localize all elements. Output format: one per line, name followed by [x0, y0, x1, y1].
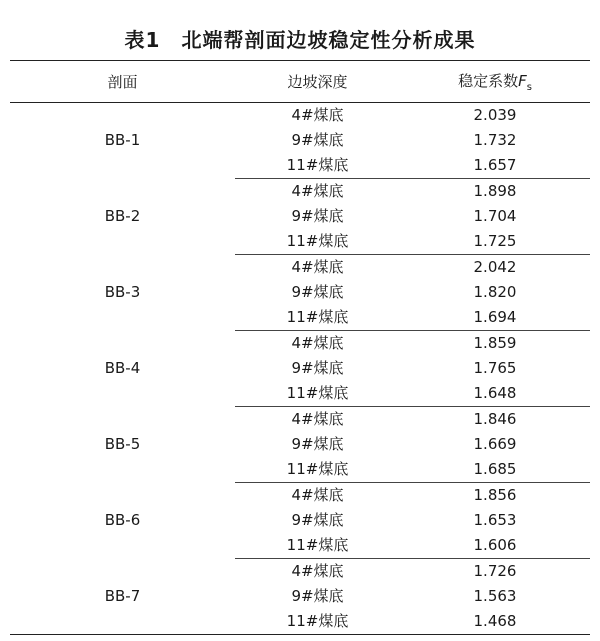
section-cell: BB-7: [10, 559, 235, 635]
table-row: [10, 331, 590, 357]
table-row: [10, 255, 590, 281]
depth-cell: 11#煤底: [235, 533, 400, 559]
depth-cell: 4#煤底: [291, 486, 344, 504]
header-row: [10, 61, 590, 103]
factor-cell: 1.653: [473, 511, 517, 529]
factor-cell: 2.039: [473, 106, 517, 124]
factor-cell: 2.042: [473, 258, 517, 276]
stability-table: [10, 60, 590, 635]
depth-cell: 9#煤底: [291, 283, 344, 301]
factor-cell: 1.859: [473, 334, 517, 352]
table-row: [10, 559, 590, 585]
factor-cell: 1.725: [400, 229, 590, 255]
depth-cell: 11#煤底: [235, 305, 400, 331]
header-depth: 边坡深度: [235, 61, 400, 103]
table-title: 表1 北端帮剖面边坡稳定性分析成果: [124, 28, 476, 52]
factor-cell: 1.657: [400, 153, 590, 179]
factor-cell: 1.694: [400, 305, 590, 331]
header-factor-prefix: 稳定系数: [458, 72, 519, 90]
depth-cell: 4#煤底: [291, 182, 344, 200]
table-body: [10, 103, 590, 635]
depth-cell: 4#煤底: [291, 562, 344, 580]
factor-cell: 1.704: [473, 207, 517, 225]
factor-cell: 1.648: [400, 381, 590, 407]
table-row: [10, 483, 590, 509]
factor-cell: 1.669: [473, 435, 517, 453]
section-cell: BB-4: [104, 359, 141, 377]
depth-cell: 4#煤底: [291, 258, 344, 276]
table-row: [10, 407, 590, 433]
table-row: [10, 103, 590, 129]
factor-cell: 1.856: [473, 486, 517, 504]
factor-cell: 1.846: [473, 410, 517, 428]
factor-cell: 1.726: [473, 562, 517, 580]
header-factor-sub: s: [526, 82, 532, 93]
depth-cell: 4#煤底: [291, 334, 344, 352]
table-row: [10, 179, 590, 205]
depth-cell: 9#煤底: [291, 207, 344, 225]
depth-cell: 9#煤底: [291, 587, 344, 605]
header-factor: [400, 61, 590, 103]
depth-cell: 9#煤底: [291, 131, 344, 149]
depth-cell: 11#煤底: [235, 381, 400, 407]
section-cell: BB-6: [104, 511, 141, 529]
factor-cell: 1.732: [473, 131, 517, 149]
section-cell: BB-3: [104, 283, 141, 301]
depth-cell: 4#煤底: [291, 106, 344, 124]
depth-cell: 11#煤底: [235, 229, 400, 255]
depth-cell: 9#煤底: [291, 435, 344, 453]
depth-cell: 4#煤底: [291, 410, 344, 428]
factor-cell: 1.563: [473, 587, 517, 605]
factor-cell: 1.685: [400, 457, 590, 483]
factor-cell: 1.820: [473, 283, 517, 301]
factor-cell: 1.468: [400, 609, 590, 635]
section-cell: BB-1: [104, 131, 141, 150]
depth-cell: 9#煤底: [291, 511, 344, 529]
section-cell: BB-5: [104, 435, 141, 453]
factor-cell: 1.765: [473, 359, 517, 377]
depth-cell: 11#煤底: [235, 457, 400, 483]
header-factor-symbol: F: [518, 72, 527, 90]
depth-cell: 9#煤底: [291, 359, 344, 377]
factor-cell: 1.606: [400, 533, 590, 559]
depth-cell: 11#煤底: [235, 609, 400, 635]
depth-cell: 11#煤底: [235, 153, 400, 179]
factor-cell: 1.898: [473, 182, 517, 200]
header-section: 剖面: [10, 61, 235, 103]
section-cell: BB-2: [104, 207, 141, 225]
